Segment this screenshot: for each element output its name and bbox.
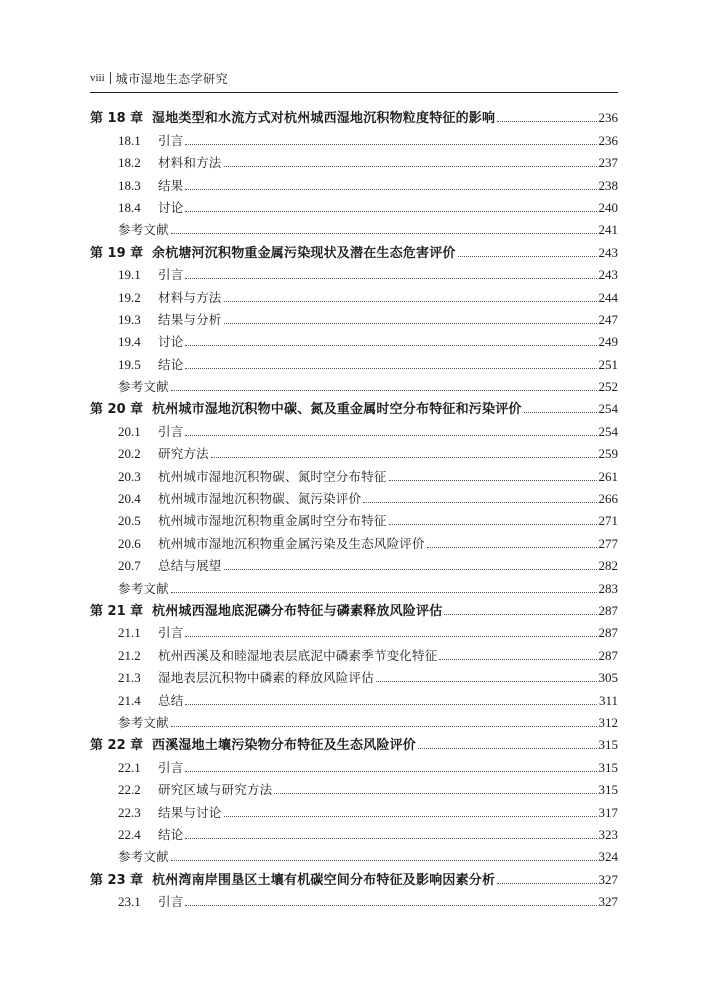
toc-page-number: 266 — [598, 491, 618, 507]
toc-references-entry — [90, 216, 618, 238]
chapter-title: 杭州湾南岸围垦区土壤有机碳空间分布特征及影响因素分析 — [152, 872, 496, 888]
section-title: 总结与展望 — [158, 558, 222, 574]
section-title: 结果与分析 — [158, 311, 222, 327]
toc-section-entry — [90, 664, 618, 686]
toc-section-entry — [90, 126, 618, 148]
section-title: 引言 — [158, 132, 184, 148]
section-title: 讨论 — [158, 199, 184, 215]
toc-section-entry — [90, 350, 618, 372]
section-title: 引言 — [158, 423, 184, 439]
section-number: 20.1 — [118, 423, 141, 439]
section-number: 20.2 — [118, 446, 141, 462]
toc-references-entry — [90, 843, 618, 865]
toc-page-number: 327 — [598, 894, 618, 910]
dot-leader — [185, 188, 596, 190]
toc-page-number: 287 — [598, 647, 618, 663]
dot-leader — [524, 411, 597, 413]
dot-leader — [171, 232, 597, 234]
section-number: 21.1 — [118, 625, 141, 641]
dot-leader — [171, 859, 597, 861]
toc-chapter-entry — [90, 104, 618, 126]
dot-leader — [185, 703, 597, 705]
dot-leader — [363, 501, 596, 503]
section-number: 21.2 — [118, 647, 141, 663]
dot-leader — [389, 479, 597, 481]
toc-page-number: 243 — [598, 244, 618, 260]
section-title: 引言 — [158, 267, 184, 283]
section-number: 19.3 — [118, 311, 141, 327]
toc-section-entry — [90, 328, 618, 350]
dot-leader — [185, 635, 596, 637]
section-title: 材料与方法 — [158, 289, 222, 305]
dot-leader — [389, 523, 597, 525]
toc-section-entry — [90, 641, 618, 663]
toc-section-entry — [90, 798, 618, 820]
section-number: 22.2 — [118, 782, 141, 798]
toc-page-number: 277 — [598, 535, 618, 551]
toc-page-number: 282 — [598, 558, 618, 574]
dot-leader — [171, 591, 597, 593]
toc-page-number: 254 — [598, 423, 618, 439]
dot-leader — [224, 165, 597, 167]
toc-section-entry — [90, 306, 618, 328]
toc-section-entry — [90, 261, 618, 283]
dot-leader — [185, 837, 596, 839]
chapter-label: 第 18 章 — [90, 111, 144, 127]
section-title: 杭州城市湿地沉积物重金属时空分布特征 — [158, 513, 387, 529]
dot-leader — [185, 434, 596, 436]
toc-page-number: 243 — [598, 267, 618, 283]
section-number: 20.4 — [118, 491, 141, 507]
dot-leader — [185, 344, 596, 346]
toc-section-entry — [90, 552, 618, 574]
dot-leader — [185, 904, 596, 906]
dot-leader — [444, 613, 596, 615]
dot-leader — [439, 658, 596, 660]
toc-chapter-entry — [90, 731, 618, 753]
chapter-label: 第 22 章 — [90, 738, 144, 754]
section-title: 引言 — [158, 625, 184, 641]
dot-leader — [497, 120, 596, 122]
header-divider — [110, 72, 111, 84]
toc-page-number: 240 — [598, 199, 618, 215]
chapter-title: 湿地类型和水流方式对杭州城西湿地沉积物粒度特征的影响 — [152, 111, 496, 127]
dot-leader — [185, 277, 596, 279]
toc-page-number: 287 — [598, 602, 618, 618]
dot-leader — [427, 546, 597, 548]
toc-page-number: 315 — [598, 737, 618, 753]
section-title: 引言 — [158, 894, 184, 910]
section-number: 22.4 — [118, 826, 141, 842]
section-number: 19.1 — [118, 267, 141, 283]
toc-page-number: 283 — [598, 580, 618, 596]
toc-chapter-entry — [90, 395, 618, 417]
section-title: 杭州城市湿地沉积物碳、氮污染评价 — [158, 491, 362, 507]
section-title: 结论 — [158, 356, 184, 372]
chapter-title: 杭州城市湿地沉积物中碳、氮及重金属时空分布特征和污染评价 — [152, 402, 522, 418]
toc-page-number: 312 — [598, 714, 618, 730]
toc-page-number: 259 — [598, 446, 618, 462]
section-number: 20.3 — [118, 468, 141, 484]
section-number: 19.5 — [118, 356, 141, 372]
dot-leader — [224, 568, 597, 570]
section-title: 杭州城市湿地沉积物重金属污染及生态风险评价 — [158, 535, 425, 551]
section-number: 21.3 — [118, 670, 141, 686]
chapter-label: 第 19 章 — [90, 245, 144, 261]
section-number: 18.3 — [118, 177, 141, 193]
section-title: 研究区域与研究方法 — [158, 782, 273, 798]
running-head — [90, 70, 228, 86]
section-title: 总结 — [158, 692, 184, 708]
section-number: 19.2 — [118, 289, 141, 305]
dot-leader — [274, 792, 596, 794]
section-title: 杭州西溪及和睦湿地表层底泥中磷素季节变化特征 — [158, 647, 438, 663]
toc-page-number: 327 — [598, 871, 618, 887]
chapter-label: 第 21 章 — [90, 603, 144, 619]
toc-references-entry — [90, 574, 618, 596]
toc-references-entry — [90, 709, 618, 731]
section-title: 讨论 — [158, 334, 184, 350]
references-title: 参考文献 — [118, 849, 169, 865]
toc-page-number: 241 — [598, 222, 618, 238]
page-number: viii — [90, 72, 105, 84]
dot-leader — [171, 389, 597, 391]
section-title: 材料和方法 — [158, 155, 222, 171]
section-title: 研究方法 — [158, 446, 209, 462]
toc-page-number: 251 — [598, 356, 618, 372]
dot-leader — [497, 882, 596, 884]
toc-page-number: 237 — [598, 155, 618, 171]
section-title: 湿地表层沉积物中磷素的释放风险评估 — [158, 670, 374, 686]
chapter-label: 第 20 章 — [90, 402, 144, 418]
section-title: 杭州城市湿地沉积物碳、氮时空分布特征 — [158, 468, 387, 484]
dot-leader — [211, 456, 597, 458]
dot-leader — [224, 322, 597, 324]
section-number: 22.3 — [118, 804, 141, 820]
toc-page-number: 249 — [598, 334, 618, 350]
dot-leader — [376, 680, 597, 682]
section-number: 18.2 — [118, 155, 141, 171]
toc-page-number: 271 — [598, 513, 618, 529]
section-number: 18.4 — [118, 199, 141, 215]
toc-section-entry — [90, 529, 618, 551]
dot-leader — [185, 367, 596, 369]
section-title: 结果 — [158, 177, 184, 193]
toc-page-number: 244 — [598, 289, 618, 305]
section-number: 20.7 — [118, 558, 141, 574]
toc-page-number: 315 — [598, 759, 618, 775]
section-number: 20.6 — [118, 535, 141, 551]
toc-page-number: 324 — [598, 849, 618, 865]
section-number: 19.4 — [118, 334, 141, 350]
chapter-title: 西溪湿地土壤污染物分布特征及生态风险评价 — [152, 738, 417, 754]
toc-page-number: 254 — [598, 401, 618, 417]
toc-section-entry — [90, 776, 618, 798]
section-title: 结果与讨论 — [158, 804, 222, 820]
table-of-contents — [90, 104, 618, 910]
toc-page-number: 323 — [598, 826, 618, 842]
section-number: 23.1 — [118, 894, 141, 910]
toc-page-number: 236 — [598, 110, 618, 126]
toc-page-number: 311 — [598, 692, 618, 708]
toc-section-entry — [90, 485, 618, 507]
toc-page-number: 305 — [598, 670, 618, 686]
dot-leader — [418, 747, 596, 749]
references-title: 参考文献 — [118, 714, 169, 730]
toc-chapter-entry — [90, 597, 618, 619]
toc-section-entry — [90, 753, 618, 775]
toc-page-number: 247 — [598, 311, 618, 327]
toc-section-entry — [90, 283, 618, 305]
toc-chapter-entry — [90, 238, 618, 260]
section-number: 20.5 — [118, 513, 141, 529]
section-number: 18.1 — [118, 132, 141, 148]
toc-section-entry — [90, 194, 618, 216]
chapter-label: 第 23 章 — [90, 872, 144, 888]
toc-references-entry — [90, 373, 618, 395]
references-title: 参考文献 — [118, 222, 169, 238]
toc-section-entry — [90, 149, 618, 171]
toc-section-entry — [90, 171, 618, 193]
toc-section-entry — [90, 888, 618, 910]
references-title: 参考文献 — [118, 379, 169, 395]
dot-leader — [458, 255, 597, 257]
toc-page-number: 317 — [598, 804, 618, 820]
toc-section-entry — [90, 462, 618, 484]
toc-chapter-entry — [90, 865, 618, 887]
toc-page-number: 252 — [598, 379, 618, 395]
dot-leader — [224, 815, 597, 817]
section-title: 引言 — [158, 759, 184, 775]
section-number: 22.1 — [118, 759, 141, 775]
section-title: 结论 — [158, 826, 184, 842]
section-number: 21.4 — [118, 692, 141, 708]
book-title: 城市湿地生态学研究 — [115, 71, 229, 86]
references-title: 参考文献 — [118, 580, 169, 596]
toc-section-entry — [90, 417, 618, 439]
dot-leader — [185, 143, 596, 145]
toc-page-number: 238 — [598, 177, 618, 193]
toc-section-entry — [90, 507, 618, 529]
dot-leader — [171, 725, 597, 727]
toc-page-number: 261 — [598, 468, 618, 484]
toc-section-entry — [90, 440, 618, 462]
dot-leader — [224, 300, 597, 302]
toc-section-entry — [90, 821, 618, 843]
chapter-title: 杭州城西湿地底泥磷分布特征与磷素释放风险评估 — [152, 603, 443, 619]
toc-section-entry — [90, 686, 618, 708]
toc-page-number: 315 — [598, 782, 618, 798]
dot-leader — [185, 210, 596, 212]
toc-page-number: 287 — [598, 625, 618, 641]
chapter-title: 余杭塘河沉积物重金属污染现状及潜在生态危害评价 — [152, 245, 456, 261]
dot-leader — [185, 770, 596, 772]
header-rule — [90, 92, 618, 93]
toc-section-entry — [90, 619, 618, 641]
toc-page-number: 236 — [598, 132, 618, 148]
